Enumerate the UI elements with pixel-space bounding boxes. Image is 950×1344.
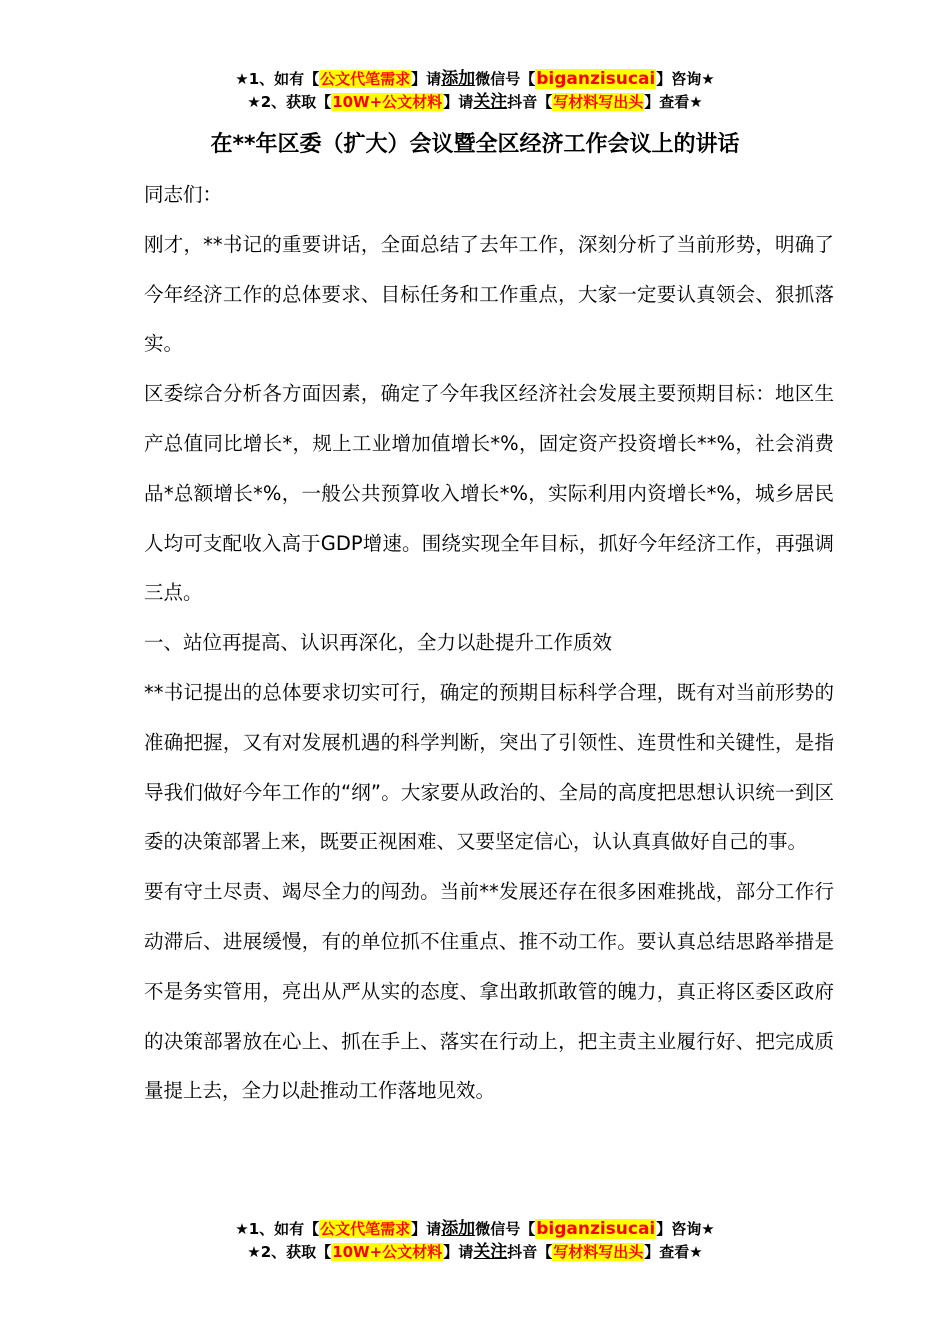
banner-highlight-wechat: biganzisucai xyxy=(536,1219,656,1239)
banner-text: ★2、获取【 xyxy=(247,93,332,111)
banner-highlight: 10W+公文材料 xyxy=(332,93,443,111)
banner-text: ★1、如有【 xyxy=(235,70,320,88)
banner-text: ★2、获取【 xyxy=(247,1243,332,1261)
banner-highlight-wechat: biganzisucai xyxy=(536,69,656,89)
banner-text: 】请 xyxy=(443,1243,474,1261)
document-title: 在**年区委（扩大）会议暨全区经济工作会议上的讲话 xyxy=(210,132,740,157)
footer-banner xyxy=(0,1218,950,1264)
banner-line-1 xyxy=(0,68,950,91)
banner-underline: 关注 xyxy=(473,1242,508,1262)
banner-text: 】请 xyxy=(411,70,442,88)
banner-highlight: 公文代笔需求 xyxy=(320,1220,411,1238)
paragraph: **书记提出的总体要求切实可行，确定的预期目标科学合理，既有对当前形势的准确把握，又有对发展机遇的科学判断，突出了引领性、连贯性和关键性，是指导我们做好今年工作的“纲”。大家要从政治的、全局的高度把思想认识统一到区委的决策部署上来，既要正视困难、又要坚定信心，认认真真做好自己的事。 xyxy=(144,680,834,854)
document-body xyxy=(144,170,834,1116)
banner-text: 微信号【 xyxy=(475,70,536,88)
paragraph-salutation: 同志们： xyxy=(144,183,223,206)
paragraph: 刚才，**书记的重要讲话，全面总结了去年工作，深刻分析了当前形势，明确了今年经济工作的总体要求、目标任务和工作重点，大家一定要认真领会、狠抓落实。 xyxy=(144,232,834,356)
banner-text: 】查看★ xyxy=(644,1243,703,1261)
banner-highlight: 10W+公文材料 xyxy=(332,1243,443,1261)
banner-text: 】咨询★ xyxy=(656,1220,715,1238)
section-heading: 一、站位再提高、认识再深化，全力以赴提升工作质效 xyxy=(144,631,613,655)
banner-underline: 关注 xyxy=(473,92,508,112)
banner-text: 】咨询★ xyxy=(656,70,715,88)
banner-text: 抖音【 xyxy=(507,1243,553,1261)
banner-text: 抖音【 xyxy=(507,93,553,111)
paragraph: 要有守土尽责、竭尽全力的闯劲。当前**发展还存在很多困难挑战，部分工作行动滞后、进展缓慢，有的单位抓不住重点、推不动工作。要认真总结思路举措是不是务实管用，亮出从严从实的态度、拿出敢抓敢管的魄力，真正将区委区政府的决策部署放在心上、抓在手上、落实在行动上，把主责主业履行好、把完成质量提上去，全力以赴推动工作落地见效。 xyxy=(144,880,834,1103)
banner-underline: 添加 xyxy=(441,69,476,89)
banner-underline: 添加 xyxy=(441,1219,476,1239)
banner-text: ★1、如有【 xyxy=(235,1220,320,1238)
banner-text: 】请 xyxy=(443,93,474,111)
header-banner xyxy=(0,68,950,114)
banner-line-2 xyxy=(0,91,950,114)
banner-line-1 xyxy=(0,1218,950,1241)
banner-text: 】查看★ xyxy=(644,93,703,111)
banner-highlight-douyin: 写材料写出头 xyxy=(553,1243,644,1261)
banner-text: 】请 xyxy=(411,1220,442,1238)
banner-highlight: 公文代笔需求 xyxy=(320,70,411,88)
paragraph: 区委综合分析各方面因素，确定了今年我区经济社会发展主要预期目标：地区生产总值同比增长*，规上工业增加值增长*%，固定资产投资增长**%，社会消费品*总额增长*%，一般公共预算收入增长*%，实际利用内资增长*%，城乡居民人均可支配收入高于GDP增速。围绕实现全年目标，抓好今年经济工作，再强调三点。 xyxy=(144,382,834,605)
banner-highlight-douyin: 写材料写出头 xyxy=(553,93,644,111)
banner-text: 微信号【 xyxy=(475,1220,536,1238)
banner-line-2 xyxy=(0,1241,950,1264)
